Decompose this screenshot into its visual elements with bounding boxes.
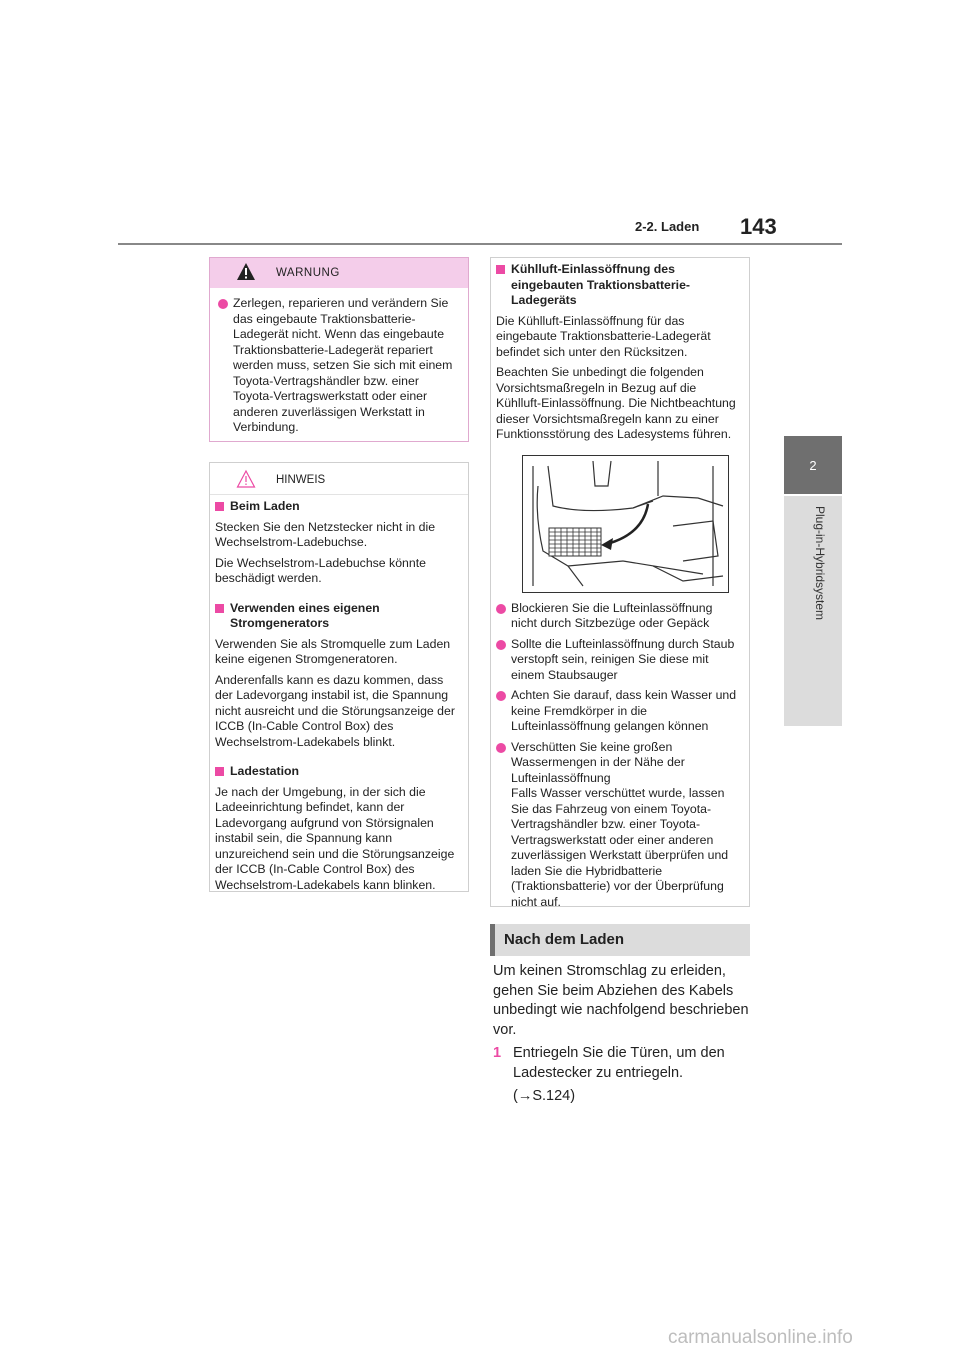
chapter-label: Plug-in-Hybridsystem xyxy=(813,506,827,621)
hint-title: HINWEIS xyxy=(276,474,326,486)
square-bullet-icon xyxy=(496,265,505,274)
square-bullet-icon xyxy=(215,604,224,613)
bullet-icon xyxy=(496,691,506,701)
cooling-bullet: Verschütten Sie keine großen Wassermengen in der Nähe der Lufteinlassöffnung Falls Wasser verschüttet wurde, lassen Sie das Fahrzeug von einem Toyota-Vertragshändler bzw. einer Toyota-Vertragswerkstatt oder einer anderen zuverlässigen Werkstatt überprüfen und laden Sie die Hybridbatterie (Traktionsbatterie) vor der Überprüfung nicht auf. xyxy=(496,740,741,911)
warning-text: Zerlegen, reparieren und verändern Sie das eingebaute Traktionsbatterie-Ladegerät nicht. Wenn das eingebaute Traktionsbatterie-Ladegerät repariert werden muss, setzen Sie sich mit einem Toyota-Vertragshändler bzw. einer Toyota-Vertragswerkstatt oder einer anderen zuverlässigen Werkstatt in Verbindung. xyxy=(233,296,453,434)
square-bullet-icon xyxy=(215,767,224,776)
section-heading xyxy=(490,924,750,956)
cooling-bullet: Achten Sie darauf, dass kein Wasser und keine Fremdkörper in die Lufteinlassöffnung gelangen können xyxy=(496,688,741,735)
cooling-heading: Kühlluft-Einlassöffnung des eingebauten Traktionsbatterie-Ladegeräts xyxy=(496,262,741,309)
caution-icon xyxy=(236,469,256,489)
warning-bullet xyxy=(218,296,460,436)
square-bullet-icon xyxy=(215,502,224,511)
hint-box xyxy=(209,462,469,892)
warning-header xyxy=(210,258,468,288)
after-charging-content xyxy=(493,962,755,1107)
step-number: 1 xyxy=(493,1045,502,1061)
hint-subheading: Ladestation xyxy=(215,764,460,780)
hint-header xyxy=(210,463,468,495)
section-heading-title: Nach dem Laden xyxy=(504,931,625,948)
hint-paragraph: Stecken Sie den Netzstecker nicht in die Wechselstrom-Ladebuchse. xyxy=(215,519,436,549)
hint-paragraph: Anderenfalls kann es dazu kommen, dass der Ladevorgang instabil ist, die Spannung nicht ausreicht und die Störungsanzeige der ICCB (In-Cable Control Box) des Wechselstrom-Ladekabels blinkt. xyxy=(215,672,455,749)
cooling-bullet: Sollte die Lufteinlassöffnung durch Staub verstopft sein, reinigen Sie diese mit einem Staubsauger xyxy=(496,637,741,684)
hint-paragraph: Die Wechselstrom-Ladebuchse könnte beschädigt werden. xyxy=(215,555,426,585)
cooling-paragraph: Beachten Sie unbedingt die folgenden Vorsichtsmaßregeln in Bezug auf die Kühlluft-Einlassöffnung. Die Nichtbeachtung dieser Vorsichtsmaßregeln kann zu einer Funktionsstörung des Ladesystems führen. xyxy=(496,365,736,441)
bullet-icon xyxy=(218,299,228,309)
section-title: 2-2. Laden xyxy=(635,219,700,234)
hint-subheading: Verwenden eines eigenen Stromgenerators xyxy=(215,601,460,632)
warning-icon xyxy=(236,262,256,282)
bullet-icon xyxy=(496,604,506,614)
step-item xyxy=(493,1044,755,1083)
air-inlet-diagram xyxy=(523,456,727,591)
bullet-icon xyxy=(496,743,506,753)
hint-subheading: Beim Laden xyxy=(215,499,460,515)
cooling-inlet-box xyxy=(490,257,750,907)
warning-title: WARNUNG xyxy=(276,267,340,279)
cooling-bullet: Blockieren Sie die Lufteinlassöffnung nicht durch Sitzbezüge oder Gepäck xyxy=(496,601,741,632)
header-divider xyxy=(118,243,842,245)
section-accent-bar xyxy=(490,924,495,956)
rear-seat-illustration xyxy=(522,455,729,593)
after-charging-intro: Um keinen Stromschlag zu erleiden, gehen Sie beim Abziehen des Kabels unbedingt wie nachfolgend beschrieben vor. xyxy=(493,963,749,1038)
step-text: Entriegeln Sie die Türen, um den Ladestecker zu entriegeln. xyxy=(513,1045,725,1081)
bullet-icon xyxy=(496,640,506,650)
chapter-tab: 2 xyxy=(784,436,842,494)
hint-paragraph: Verwenden Sie als Stromquelle zum Laden keine eigenen Stromgeneratoren. xyxy=(215,636,451,666)
cooling-paragraph: Die Kühlluft-Einlassöffnung für das eingebaute Traktionsbatterie-Ladegerät befindet sich unter den Rücksitzen. xyxy=(496,313,711,359)
page-number: 143 xyxy=(740,214,777,239)
footer-watermark: carmanualsonline.info xyxy=(668,1327,853,1348)
hint-paragraph: Je nach der Umgebung, in der sich die Ladeeinrichtung befindet, kann der Ladevorgang aufgrund von Störsignalen instabil sein, die Spannung kann unzureichend sein und die Störungsanzeige der ICCB (In-Cable Control Box) des Wechselstrom-Ladekabels kann blinken. xyxy=(215,784,455,892)
page-reference-link[interactable]: (→S.124) xyxy=(513,1088,576,1104)
warning-box xyxy=(209,257,469,442)
